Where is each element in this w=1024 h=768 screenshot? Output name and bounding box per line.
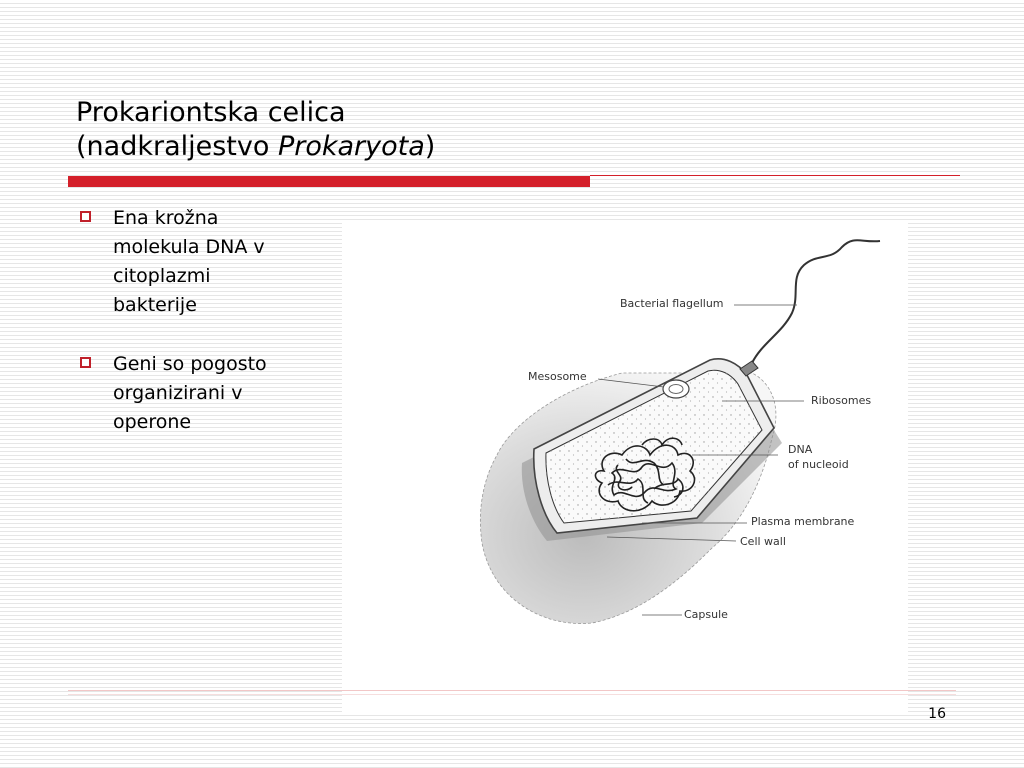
mesosome-shape <box>663 380 689 398</box>
footer-divider-secondary <box>68 694 956 695</box>
label-bacterial-flagellum: Bacterial flagellum <box>620 297 724 310</box>
label-cell-wall: Cell wall <box>740 535 786 548</box>
prokaryotic-cell-diagram <box>342 223 908 715</box>
bullet-item <box>76 350 306 437</box>
label-capsule: Capsule <box>684 608 728 621</box>
bullet-text: Geni so pogosto organizirani v operone <box>113 353 267 433</box>
label-plasma-membrane: Plasma membrane <box>751 515 855 528</box>
label-of-nucleoid: of nucleoid <box>788 458 849 471</box>
square-bullet-icon <box>80 211 91 222</box>
cell-diagram-svg <box>342 223 908 715</box>
label-dna: DNA <box>788 443 813 456</box>
title-line-1: Prokariontska celica <box>76 97 346 128</box>
title-underline-bar <box>68 176 590 187</box>
title-line-2-suffix: ) <box>424 131 436 162</box>
bullet-text: Ena krožna molekula DNA v citoplazmi bakterije <box>113 207 265 316</box>
title-line-2-italic: Prokaryota <box>277 131 425 162</box>
slide-title <box>76 96 435 164</box>
page-number: 16 <box>928 706 946 722</box>
footer-divider <box>68 690 956 691</box>
title-underline-thin <box>590 175 960 176</box>
bullet-item <box>76 204 306 320</box>
flagellum-shape <box>752 240 880 363</box>
bullet-list <box>76 204 306 467</box>
label-mesosome: Mesosome <box>528 370 587 383</box>
square-bullet-icon <box>80 357 91 368</box>
title-line-2-prefix: (nadkraljestvo <box>76 131 278 162</box>
label-ribosomes: Ribosomes <box>811 394 872 407</box>
